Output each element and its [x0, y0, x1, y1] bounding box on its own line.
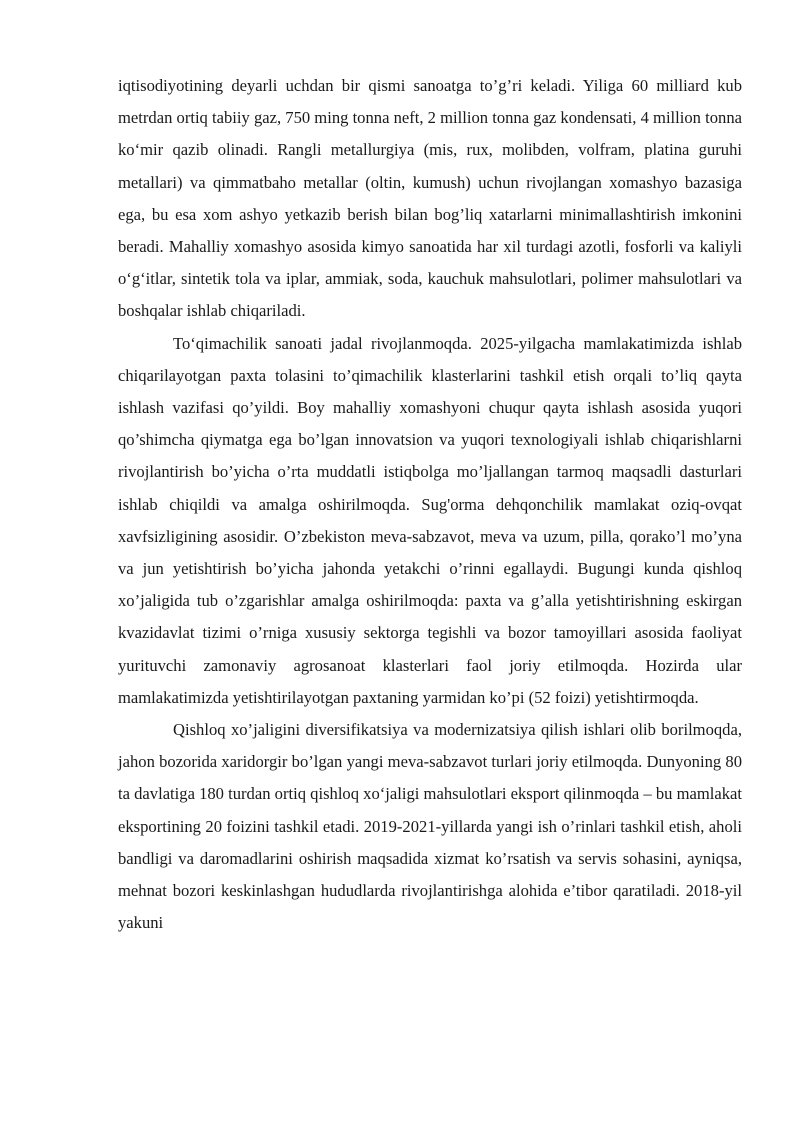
paragraph-textile-agriculture: To‘qimachilik sanoati jadal rivojlanmoqda. 2025-yilgacha mamlakatimizda ishlab chiqarilayotgan paxta tolasini to’qimachilik klasterlarini tashkil etish orqali to’liq qayta ishlash vazifasi qo’yildi. Boy mahalliy xomashyoni chuqur qayta ishlash asosida yuqori qo’shimcha qiymatga ega bo’lgan innovatsion va yuqori texnologiyali ishlab chiqarishlarni rivojlantirish bo’yicha o’rta muddatli istiqbolga mo’ljallangan tarmoq maqsadli dasturlari ishlab chiqildi va amalga oshirilmoqda. Sug'orma dehqonchilik mamlakat oziq-ovqat xavfsizligining asosidir. O’zbekiston meva-sabzavot, meva va uzum, pilla, qorako’l mo’yna va jun yetishtirish bo’yicha jahonda yetakchi o’rinni egallaydi. Bugungi kunda qishloq xo’jaligida tub o’zgarishlar amalga oshirilmoqda: paxta va g’alla yetishtirishning eskirgan kvazidavlat tizimi o’rniga xususiy sektorga tegishli va bozor tamoyillari asosida faoliyat yurituvchi zamonaviy agrosanoat klasterlari faol joriy etilmoqda. Hozirda ular mamlakatimizda yetishtirilayotgan paxtaning yarmidan ko’pi (52 foizi) yetishtirmoqda.	[118, 333, 742, 707]
document-page	[118, 70, 742, 939]
paragraph-diversification-export: Qishloq xo’jaligini diversifikatsiya va modernizatsiya qilish ishlari olib borilmoqda, jahon bozorida xaridorgir bo’lgan yangi meva-sabzavot turlari joriy etilmoqda. Dunyoning 80 ta davlatiga 180 turdan ortiq qishloq xo‘jaligi mahsulotlari eksport qilinmoqda – bu mamlakat eksportining 20 foizini tashkil etadi. 2019-2021-yillarda yangi ish o’rinlari tashkil etish, aholi bandligi va daromadlarini oshirish maqsadida xizmat ko’rsatish va servis sohasini, ayniqsa, mehnat bozori keskinlashgan hududlarda rivojlantirishga alohida e’tibor qaratiladi. 2018-yil yakuni	[118, 720, 742, 933]
paragraph-industry-resources: iqtisodiyotining deyarli uchdan bir qismi sanoatga to’g’ri keladi. Yiliga 60 milliard kub metrdan ortiq tabiiy gaz, 750 ming tonna neft, 2 million tonna gaz kondensati, 4 million tonna ko‘mir qazib olinadi. Rangli metallurgiya (mis, rux, molibden, volfram, platina guruhi metallari) va qimmatbaho metallar (oltin, kumush) uchun rivojlangan xomashyo bazasiga ega, bu esa xom ashyo yetkazib berish bilan bog’liq xatarlarni minimallashtirish imkonini beradi. Mahalliy xomashyo asosida kimyo sanoatida har xil turdagi azotli, fosforli va kaliyli o‘g‘itlar, sintetik tola va iplar, ammiak, soda, kauchuk mahsulotlari, polimer mahsulotlari va boshqalar ishlab chiqariladi.	[118, 76, 742, 321]
